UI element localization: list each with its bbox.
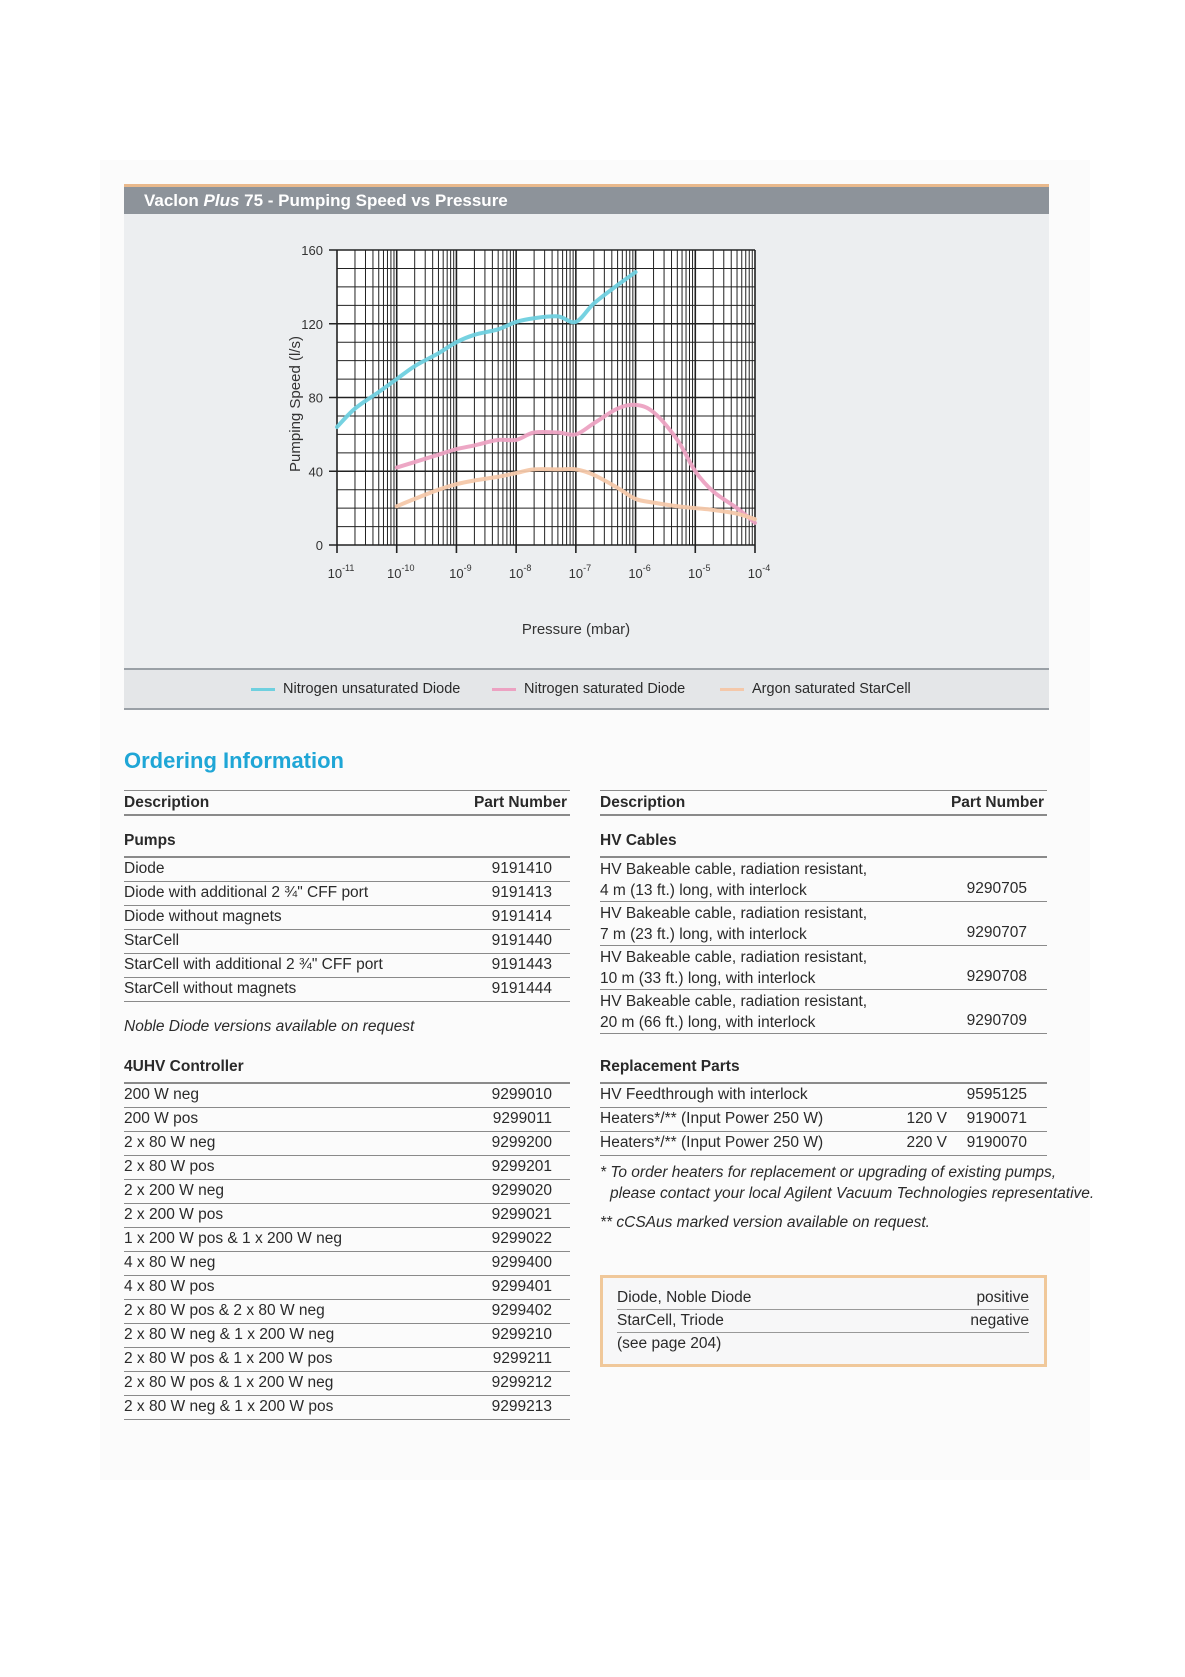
table-row <box>124 1300 570 1324</box>
polarity-box <box>600 1275 1047 1367</box>
legend-label: Argon saturated StarCell <box>752 681 911 697</box>
table-row <box>124 1108 570 1132</box>
pumps-note: Noble Diode versions available on request <box>124 1018 415 1035</box>
footnote-1b: please contact your local Agilent Vacuum Technologies representative. <box>610 1185 1095 1202</box>
row-description: StarCell without magnets <box>124 980 297 997</box>
header-part-number: Part Number <box>950 794 1044 811</box>
group-title-controller: 4UHV Controller <box>124 1058 244 1075</box>
row-description: 200 W pos <box>124 1110 199 1127</box>
row-part-number: 9299010 <box>491 1086 552 1103</box>
header-description: Description <box>124 794 210 811</box>
row-description: Diode <box>124 860 165 877</box>
row-description <box>600 903 867 945</box>
row-part-number: 9191414 <box>491 908 552 925</box>
row-part-number: 9299212 <box>491 1374 552 1391</box>
table-row <box>124 930 570 954</box>
y-tick-label: 160 <box>301 243 323 258</box>
legend-swatch <box>720 688 744 691</box>
polarity-row <box>617 1311 1029 1333</box>
table-row <box>124 1276 570 1300</box>
row-description: 4 x 80 W pos <box>124 1278 215 1295</box>
row-description-line: 4 m (13 ft.) long, with interlock <box>600 882 807 899</box>
header-description: Description <box>600 794 686 811</box>
legend-item <box>492 681 685 697</box>
table-row <box>124 1396 570 1420</box>
chart-legend <box>124 668 1049 710</box>
row-part-number: 9290708 <box>966 968 1027 985</box>
x-tick-exponent: -6 <box>642 563 651 573</box>
row-part-number: 9299402 <box>491 1302 552 1319</box>
row-voltage: 120 V <box>906 1110 947 1127</box>
table-row <box>124 1084 570 1108</box>
row-description: StarCell <box>124 932 180 949</box>
table-row <box>600 902 1047 946</box>
table-row <box>600 946 1047 990</box>
x-tick-exponent: -7 <box>583 563 592 573</box>
row-part-number: 9191440 <box>491 932 552 949</box>
table-row <box>600 1132 1047 1156</box>
table-row <box>124 1228 570 1252</box>
polarity-value: positive <box>976 1289 1029 1306</box>
row-description <box>600 947 867 989</box>
x-tick-label <box>449 563 471 581</box>
row-part-number: 9299020 <box>491 1182 552 1199</box>
polarity-pump: Diode, Noble Diode <box>617 1289 752 1306</box>
chart-ylabel: Pumping Speed (l/s) <box>287 336 304 472</box>
x-tick-base: 10 <box>628 566 643 581</box>
row-part-number: 9299021 <box>491 1206 552 1223</box>
x-tick-label <box>569 563 591 581</box>
row-part-number: 9299200 <box>491 1134 552 1151</box>
table-header <box>124 790 570 816</box>
row-description: 1 x 200 W pos & 1 x 200 W neg <box>124 1230 342 1247</box>
row-part-number: 9299211 <box>492 1350 552 1367</box>
row-part-number: 9190070 <box>966 1134 1027 1151</box>
row-description: 2 x 200 W neg <box>124 1182 224 1199</box>
x-tick-base: 10 <box>449 566 464 581</box>
row-description: 2 x 200 W pos <box>124 1206 224 1223</box>
row-part-number: 9191444 <box>491 980 552 997</box>
row-part-number: 9290707 <box>966 924 1027 941</box>
x-tick-base: 10 <box>327 566 343 581</box>
x-tick-exponent: -10 <box>401 563 415 573</box>
x-tick-exponent: -5 <box>702 563 711 573</box>
chart-title-italic: Plus <box>203 191 240 210</box>
chart-title-main: Vaclon <box>144 191 204 210</box>
row-description-line: 20 m (66 ft.) long, with interlock <box>600 1014 816 1031</box>
row-description-line: HV Bakeable cable, radiation resistant, <box>600 861 868 878</box>
section-title: Ordering Information <box>124 748 344 773</box>
row-description: Heaters*/** (Input Power 250 W) <box>600 1110 824 1127</box>
x-tick-exponent: -9 <box>463 563 472 573</box>
row-part-number: 9290709 <box>966 1012 1027 1029</box>
pumping-speed-chart <box>124 214 1049 666</box>
row-part-number: 9299210 <box>491 1326 552 1343</box>
group-title-hv-cables: HV Cables <box>600 832 677 849</box>
legend-item <box>720 681 911 697</box>
x-tick-label <box>628 563 650 581</box>
chart-xlabel: Pressure (mbar) <box>521 621 631 638</box>
row-description-line: HV Bakeable cable, radiation resistant, <box>600 905 868 922</box>
x-tick-exponent: -11 <box>342 563 355 573</box>
legend-swatch <box>251 688 275 691</box>
row-description: 2 x 80 W neg <box>124 1134 216 1151</box>
row-description-line: 10 m (33 ft.) long, with interlock <box>600 970 816 987</box>
y-tick-label: 40 <box>308 464 323 480</box>
table-row <box>124 858 570 882</box>
row-part-number: 9299022 <box>491 1230 552 1247</box>
polarity-row <box>617 1288 1029 1310</box>
row-part-number: 9299400 <box>491 1254 552 1271</box>
table-header <box>600 790 1047 816</box>
chart-title <box>124 184 1049 214</box>
row-description-line: HV Bakeable cable, radiation resistant, <box>600 993 868 1010</box>
header-part-number: Part Number <box>473 794 567 811</box>
row-description <box>600 991 867 1033</box>
table-row <box>600 1084 1047 1108</box>
y-tick-label: 0 <box>315 538 323 553</box>
x-tick-base: 10 <box>688 566 703 581</box>
group-title-replacement: Replacement Parts <box>600 1058 740 1075</box>
row-part-number: 9595125 <box>966 1086 1027 1103</box>
row-description-line: 7 m (23 ft.) long, with interlock <box>600 926 807 943</box>
y-tick-label: 120 <box>301 316 323 332</box>
x-tick-label <box>509 563 531 581</box>
chart-title-rest: 75 - Pumping Speed vs Pressure <box>239 191 508 210</box>
table-row <box>124 1204 570 1228</box>
row-description: 2 x 80 W pos <box>124 1158 215 1175</box>
row-description: 2 x 80 W neg & 1 x 200 W neg <box>124 1326 335 1343</box>
row-part-number: 9299201 <box>491 1158 552 1175</box>
table-row <box>124 1132 570 1156</box>
table-row <box>124 906 570 930</box>
x-tick-base: 10 <box>386 566 402 581</box>
y-tick-label: 80 <box>308 390 323 406</box>
x-tick-exponent: -8 <box>523 563 532 573</box>
legend-label: Nitrogen unsaturated Diode <box>283 681 461 697</box>
polarity-value: negative <box>970 1312 1029 1329</box>
row-part-number: 9299401 <box>491 1278 552 1295</box>
row-part-number: 9290705 <box>966 880 1027 897</box>
x-tick-label <box>688 563 710 581</box>
row-description: HV Feedthrough with interlock <box>600 1086 808 1103</box>
table-row <box>124 1180 570 1204</box>
table-row <box>600 858 1047 902</box>
table-row <box>600 990 1047 1034</box>
row-part-number: 9191410 <box>491 860 552 877</box>
row-part-number: 9299011 <box>492 1110 552 1127</box>
group-title-pumps: Pumps <box>124 832 176 849</box>
row-description: 4 x 80 W neg <box>124 1254 216 1271</box>
row-description: 2 x 80 W pos & 1 x 200 W pos <box>124 1350 333 1367</box>
row-description: 2 x 80 W neg & 1 x 200 W pos <box>124 1398 334 1415</box>
row-part-number: 9299213 <box>491 1398 552 1415</box>
footnote-1a: * To order heaters for replacement or upgrading of existing pumps, <box>600 1164 1057 1181</box>
x-tick-label <box>387 563 414 581</box>
x-tick-label <box>748 563 770 581</box>
row-description: 200 W neg <box>124 1086 199 1103</box>
table-row <box>124 882 570 906</box>
row-description <box>600 859 867 901</box>
polarity-pump: StarCell, Triode <box>617 1312 724 1329</box>
table-row <box>124 954 570 978</box>
table-row <box>124 1252 570 1276</box>
row-description: Diode with additional 2 ¾" CFF port <box>124 884 369 901</box>
x-tick-exponent: -4 <box>762 563 771 573</box>
x-tick-base: 10 <box>508 566 524 581</box>
row-description: Heaters*/** (Input Power 250 W) <box>600 1134 824 1151</box>
table-row <box>124 1348 570 1372</box>
table-row <box>124 1156 570 1180</box>
table-row <box>600 1108 1047 1132</box>
legend-label: Nitrogen saturated Diode <box>524 681 686 697</box>
row-part-number: 9190071 <box>966 1110 1027 1127</box>
row-description: Diode without magnets <box>124 908 282 925</box>
row-description: StarCell with additional 2 ¾" CFF port <box>124 956 383 973</box>
row-description: 2 x 80 W pos & 1 x 200 W neg <box>124 1374 334 1391</box>
row-description: 2 x 80 W pos & 2 x 80 W neg <box>124 1302 325 1319</box>
row-description-line: HV Bakeable cable, radiation resistant, <box>600 949 868 966</box>
polarity-note: (see page 204) <box>617 1335 722 1352</box>
table-row <box>124 1372 570 1396</box>
x-tick-label <box>328 563 355 581</box>
row-part-number: 9191443 <box>491 956 552 973</box>
footnote-2: ** cCSAus marked version available on request. <box>600 1214 930 1231</box>
x-tick-base: 10 <box>747 566 763 581</box>
x-tick-base: 10 <box>568 566 584 581</box>
row-part-number: 9191413 <box>491 884 552 901</box>
row-voltage: 220 V <box>906 1134 947 1151</box>
polarity-row <box>617 1334 1029 1356</box>
legend-swatch <box>492 688 516 691</box>
legend-item <box>251 681 460 697</box>
table-row <box>124 1324 570 1348</box>
table-row <box>124 978 570 1002</box>
